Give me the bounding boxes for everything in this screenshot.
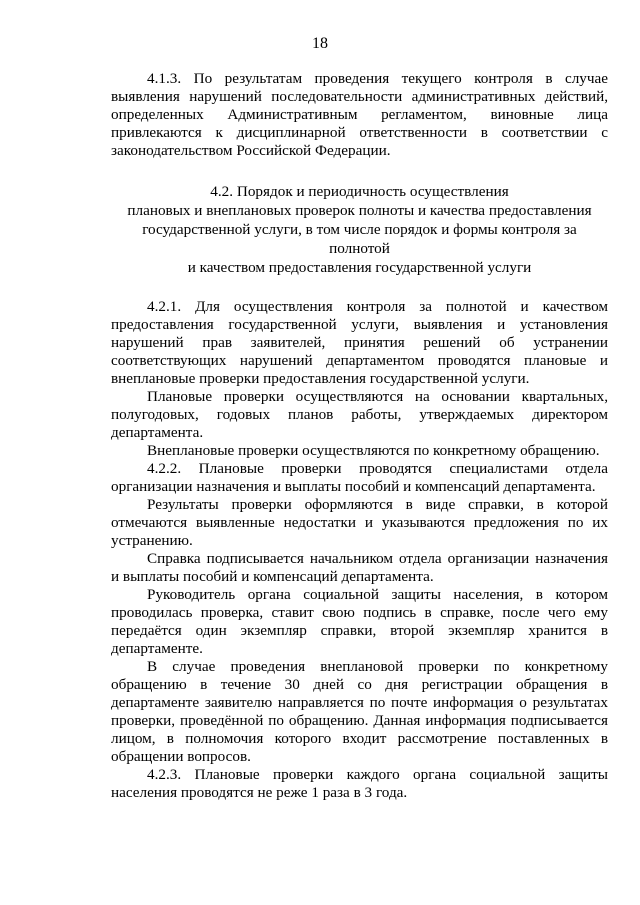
- heading-line-2: плановых и внеплановых проверок полноты и качества предоставления: [127, 202, 592, 219]
- paragraph-unplanned-procedure: В случае проведения внеплановой проверки по конкретному обращению в течение 30 дней со дня регистрации обращения в департаменте заявителю направляется по почте информация о результатах проверки, проведённой по обращению. Данная информация подписывается лицом, в полномочия которого входит рассмотрение поставленных в обращении вопросов.: [111, 658, 608, 765]
- heading-line-4: и качеством предоставления государственной услуги: [187, 259, 532, 276]
- paragraph-head-of-agency: Руководитель органа социальной защиты населения, в котором проводилась проверка, ставит свою подпись в справке, после чего ему передаётся один экземпляр справки, второй экземпляр хранится в департаменте.: [111, 586, 608, 657]
- paragraph-4-2-2: 4.2.2. Плановые проверки проводятся специалистами отдела организации назначения и выплаты пособий и компенсаций департамента.: [111, 460, 608, 495]
- paragraph-report-signing: Справка подписывается начальником отдела организации назначения и выплаты пособий и компенсаций департамента.: [111, 550, 608, 585]
- heading-line-1: 4.2. Порядок и периодичность осуществления: [210, 183, 509, 200]
- section-heading-4-2: [111, 182, 608, 277]
- paragraph-4-2-3: 4.2.3. Плановые проверки каждого органа социальной защиты населения проводятся не реже 1 раза в 3 года.: [111, 766, 608, 801]
- document-body: [111, 70, 608, 802]
- page-number: 18: [312, 35, 328, 52]
- heading-line-3: государственной услуги, в том числе порядок и формы контроля за полнотой: [142, 221, 577, 257]
- paragraph-4-1-3: 4.1.3. По результатам проведения текущего контроля в случае выявления нарушений последовательности административных действий, определенных Административным регламентом, виновные лица привлекаются к дисциплинарной ответственности в соответствии с законодательством Российской Федерации.: [111, 70, 608, 159]
- paragraph-check-results: Результаты проверки оформляются в виде справки, в которой отмечаются выявленные недостатки и указываются предложения по их устранению.: [111, 496, 608, 549]
- paragraph-unplanned-checks: Внеплановые проверки осуществляются по конкретному обращению.: [147, 442, 600, 459]
- paragraph-4-2-1: 4.2.1. Для осуществления контроля за полнотой и качеством предоставления государственной услуги, выявления и установления нарушений прав заявителей, принятия решений об устранении соответствующих нарушений департаментом проводятся плановые и внеплановые проверки предоставления государственной услуги.: [111, 298, 608, 387]
- paragraph-planned-checks: Плановые проверки осуществляются на основании квартальных, полугодовых, годовых планов работы, утверждаемых директором департамента.: [111, 388, 608, 441]
